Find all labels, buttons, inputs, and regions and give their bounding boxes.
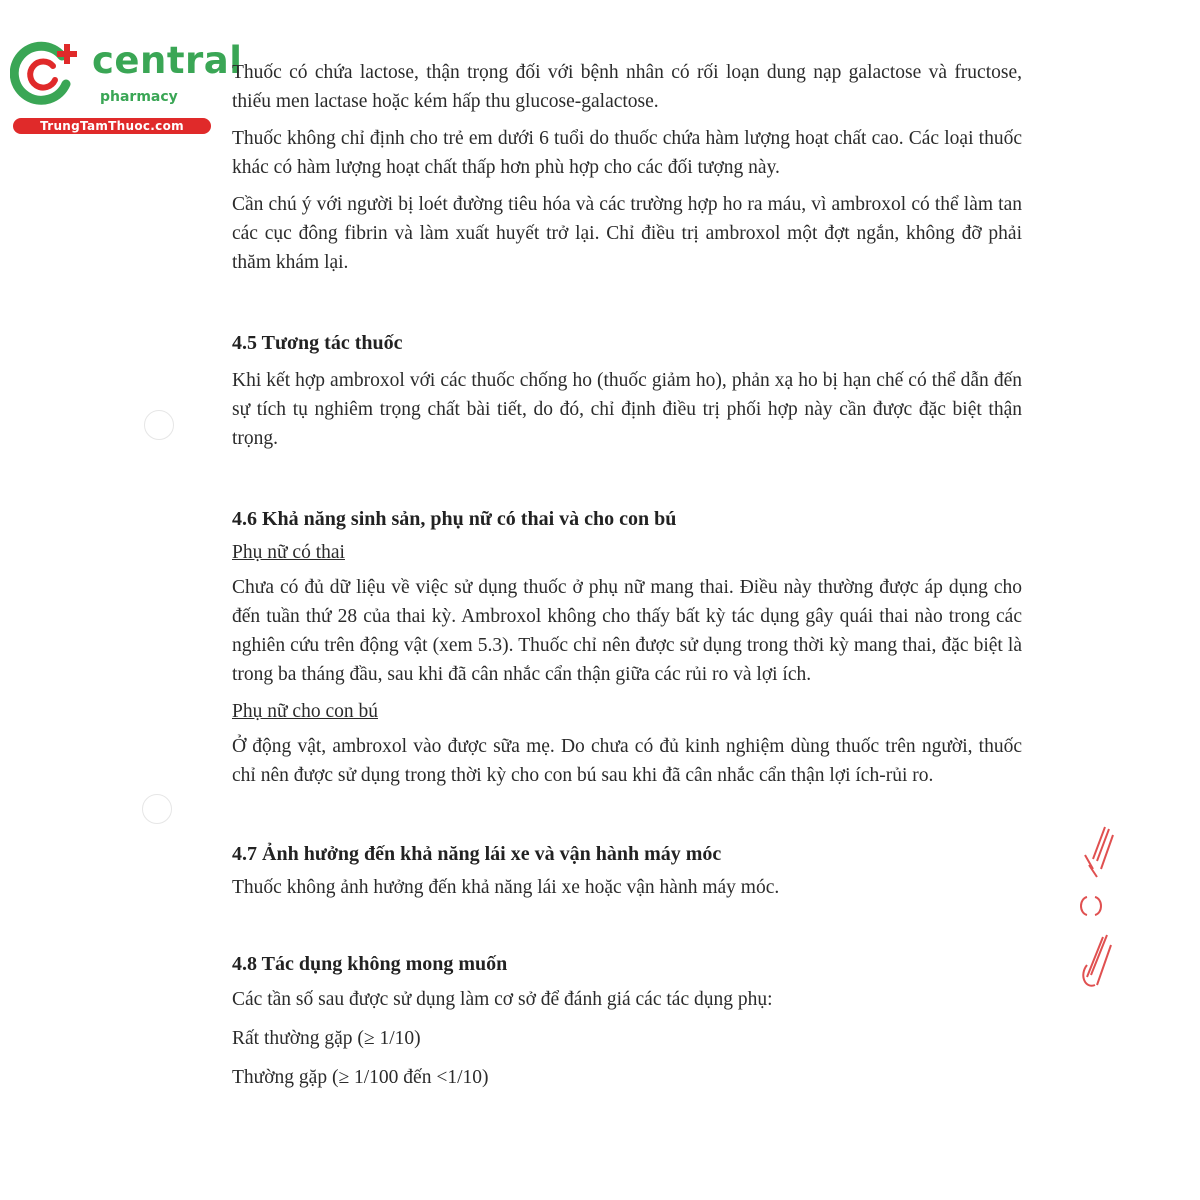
punch-hole-mark xyxy=(144,410,174,440)
logo-url-badge[interactable]: TrungTamThuoc.com xyxy=(13,118,211,134)
red-stamp-fragment-icon xyxy=(1075,825,1115,1000)
drug-interaction-paragraph: Khi kết hợp ambroxol với các thuốc chống ho (thuốc giảm ho), phản xạ ho bị hạn chế có thể dẫn đến sự tích tụ nghiêm trọng chất bài tiết, do đó, chỉ định điều trị phối hợp này cần được đặc biệt thận trọng. xyxy=(232,370,1022,449)
section-4-7-heading: 4.7 Ảnh hưởng đến khả năng lái xe và vận hành máy móc xyxy=(232,843,722,865)
breastfeeding-paragraph: Ở động vật, ambroxol vào được sữa mẹ. Do chưa có đủ kinh nghiệm dùng thuốc trên người, thuốc chỉ nên được sử dụng trong thời kỳ cho con bú sau khi đã cân nhắc cẩn thận lợi ích-rủi ro. xyxy=(232,736,1022,786)
logo-subtitle: pharmacy xyxy=(100,89,178,105)
pregnancy-paragraph: Chưa có đủ dữ liệu về việc sử dụng thuốc ở phụ nữ mang thai. Điều này thường được áp dụng cho đến tuần thứ 28 của thai kỳ. Ambroxol không cho thấy bất kỳ tác dụng gây quái thai nào trong các nghiên cứu trên động vật (xem 5.3). Thuốc chỉ nên được sử dụng trong thời kỳ mang thai, đặc biệt là trong ba tháng đầu, sau khi đã cân nhắc cẩn thận giữa các rủi ro và lợi ích. xyxy=(232,577,1022,685)
children-contraindication-paragraph: Thuốc không chỉ định cho trẻ em dưới 6 tuổi do thuốc chứa hàm lượng hoạt chất cao. Các loại thuốc khác có hàm lượng hoạt chất thấp hơn phù hợp cho các đối tượng này. xyxy=(232,128,1022,178)
frequency-intro-line: Các tần số sau được sử dụng làm cơ sở để đánh giá các tác dụng phụ: xyxy=(232,989,773,1010)
punch-hole-mark xyxy=(142,794,172,824)
section-4-8-heading: 4.8 Tác dụng không mong muốn xyxy=(232,953,508,975)
pharmacy-cross-logo-icon xyxy=(10,40,82,106)
ulcer-caution-paragraph: Cần chú ý với người bị loét đường tiêu hóa và các trường hợp ho ra máu, vì ambroxol có thể làm tan các cục đông fibrin và làm xuất huyết trở lại. Chỉ điều trị ambroxol một đợt ngắn, không đỡ phải thăm khám lại. xyxy=(232,194,1022,273)
document-body xyxy=(232,58,1022,1102)
logo-name: central xyxy=(92,39,243,82)
pregnant-women-subheading: Phụ nữ có thai xyxy=(232,542,345,563)
section-4-5-heading: 4.5 Tương tác thuốc xyxy=(232,332,403,354)
breastfeeding-subheading: Phụ nữ cho con bú xyxy=(232,701,378,722)
driving-effect-paragraph: Thuốc không ảnh hưởng đến khả năng lái xe hoặc vận hành máy móc. xyxy=(232,877,780,898)
section-4-6-heading: 4.6 Khả năng sinh sản, phụ nữ có thai và cho con bú xyxy=(232,508,677,530)
frequency-common: Thường gặp (≥ 1/100 đến <1/10) xyxy=(232,1067,489,1088)
lactose-warning-paragraph: Thuốc có chứa lactose, thận trọng đối với bệnh nhân có rối loạn dung nạp galactose và fructose, thiếu men lactase hoặc kém hấp thu glucose-galactose. xyxy=(232,62,1022,112)
frequency-very-common: Rất thường gặp (≥ 1/10) xyxy=(232,1028,421,1049)
central-pharmacy-logo[interactable] xyxy=(10,38,243,138)
